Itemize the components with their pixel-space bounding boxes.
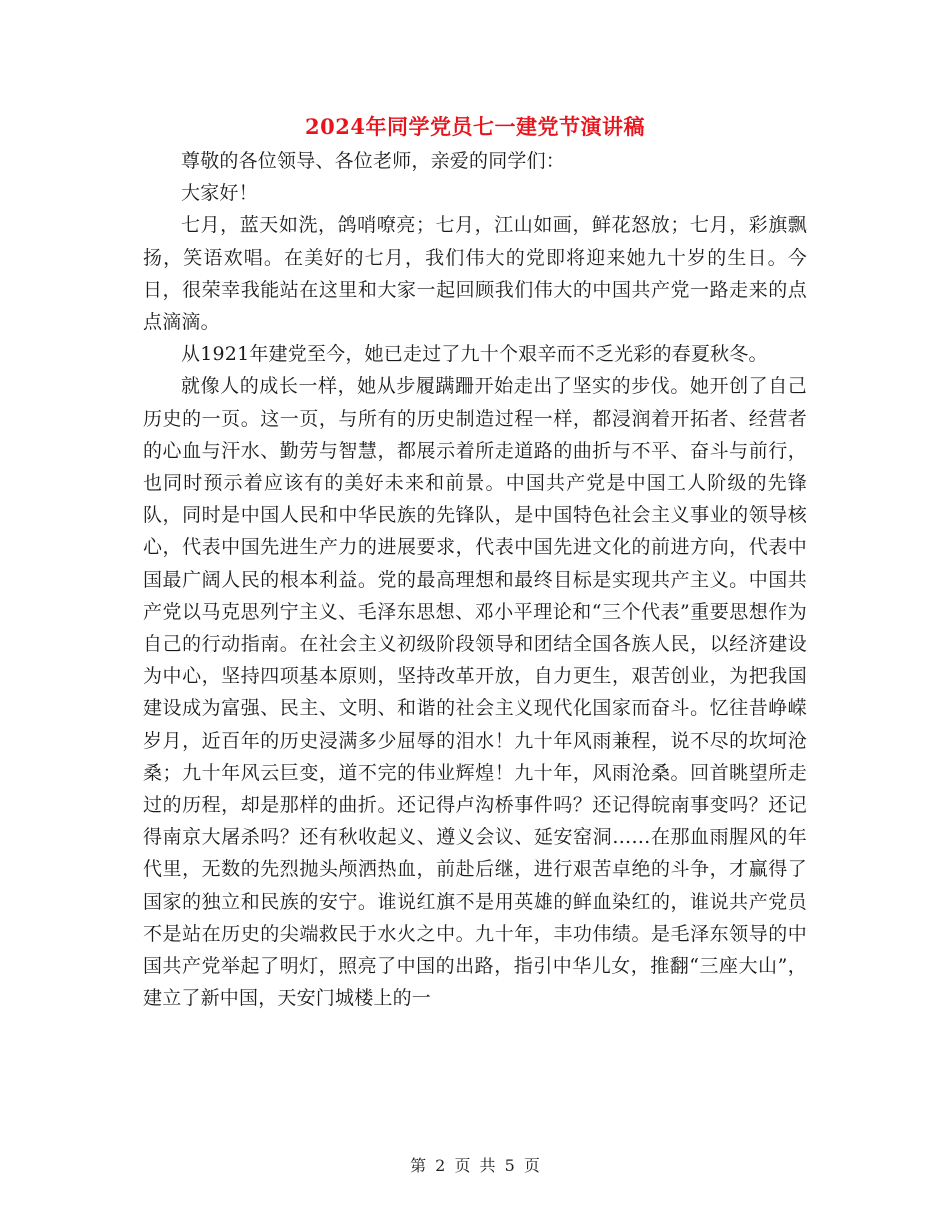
greeting-paragraph: 大家好！ <box>181 182 258 205</box>
body-paragraph: 七月，蓝天如洗，鸽哨嘹亮；七月，江山如画，鲜花怒放；七月，彩旗飘扬，笑语欢唱。在美好的七月，我们伟大的党即将迎来她九十岁的生日。今日，很荣幸我能站在这里和大家一起回顾我们伟大的中国共产党一路走来的点点滴滴。 <box>143 214 807 334</box>
body-paragraph: 从1921年建党至今，她已走过了九十个艰辛而不乏光彩的春夏秋冬。 <box>181 343 768 366</box>
document-body <box>143 145 807 1014</box>
body-paragraph: 就像人的成长一样，她从步履蹒跚开始走出了坚实的步伐。她开创了自己历史的一页。这一页，与所有的历史制造过程一样，都浸润着开拓者、经营者的心血与汗水、勤劳与智慧，都展示着所走道路的曲折与不平、奋斗与前行，也同时预示着应该有的美好未来和前景。中国共产党是中国工人阶级的先锋队，同时是中国人民和中华民族的先锋队，是中国特色社会主义事业的领导核心，代表中国先进生产力的进展要求，代表中国先进文化的前进方向，代表中国最广阔人民的根本利益。党的最高理想和最终目标是实现共产主义。中国共产党以马克思列宁主义、毛泽东思想、邓小平理论和“三个代表”重要思想作为自己的行动指南。在社会主义初级阶段领导和团结全国各族人民，以经济建设为中心，坚持四项基本原则，坚持改革开放，自力更生，艰苦创业，为把我国建设成为富强、民主、文明、和谐的社会主义现代化国家而奋斗。忆往昔峥嵘岁月，近百年的历史浸满多少屈辱的泪水！九十年风雨兼程，说不尽的坎坷沧桑；九十年风云巨变，道不完的伟业辉煌！九十年，风雨沧桑。回首眺望所走过的历程，却是那样的曲折。还记得卢沟桥事件吗？还记得皖南事变吗？还记得南京大屠杀吗？还有秋收起义、遵义会议、延安窑洞……在那血雨腥风的年代里，无数的先烈抛头颅洒热血，前赴后继，进行艰苦卓绝的斗争，才赢得了国家的独立和民族的安宁。谁说红旗不是用英雄的鲜血染红的，谁说共产党员不是站在历史的尖端救民于水火之中。九十年，丰功伟绩。是毛泽东领导的中国共产党举起了明灯，照亮了中国的出路，指引中华儿女，推翻“三座大山”，建立了新中国，天安门城楼上的一 <box>143 375 807 1010</box>
page-number-footer: 第 2 页 共 5 页 <box>410 1156 540 1175</box>
salutation-paragraph: 尊敬的各位领导、各位老师，亲爱的同学们： <box>181 150 566 172</box>
document-title: 2024年同学党员七一建党节演讲稿 <box>305 114 645 139</box>
